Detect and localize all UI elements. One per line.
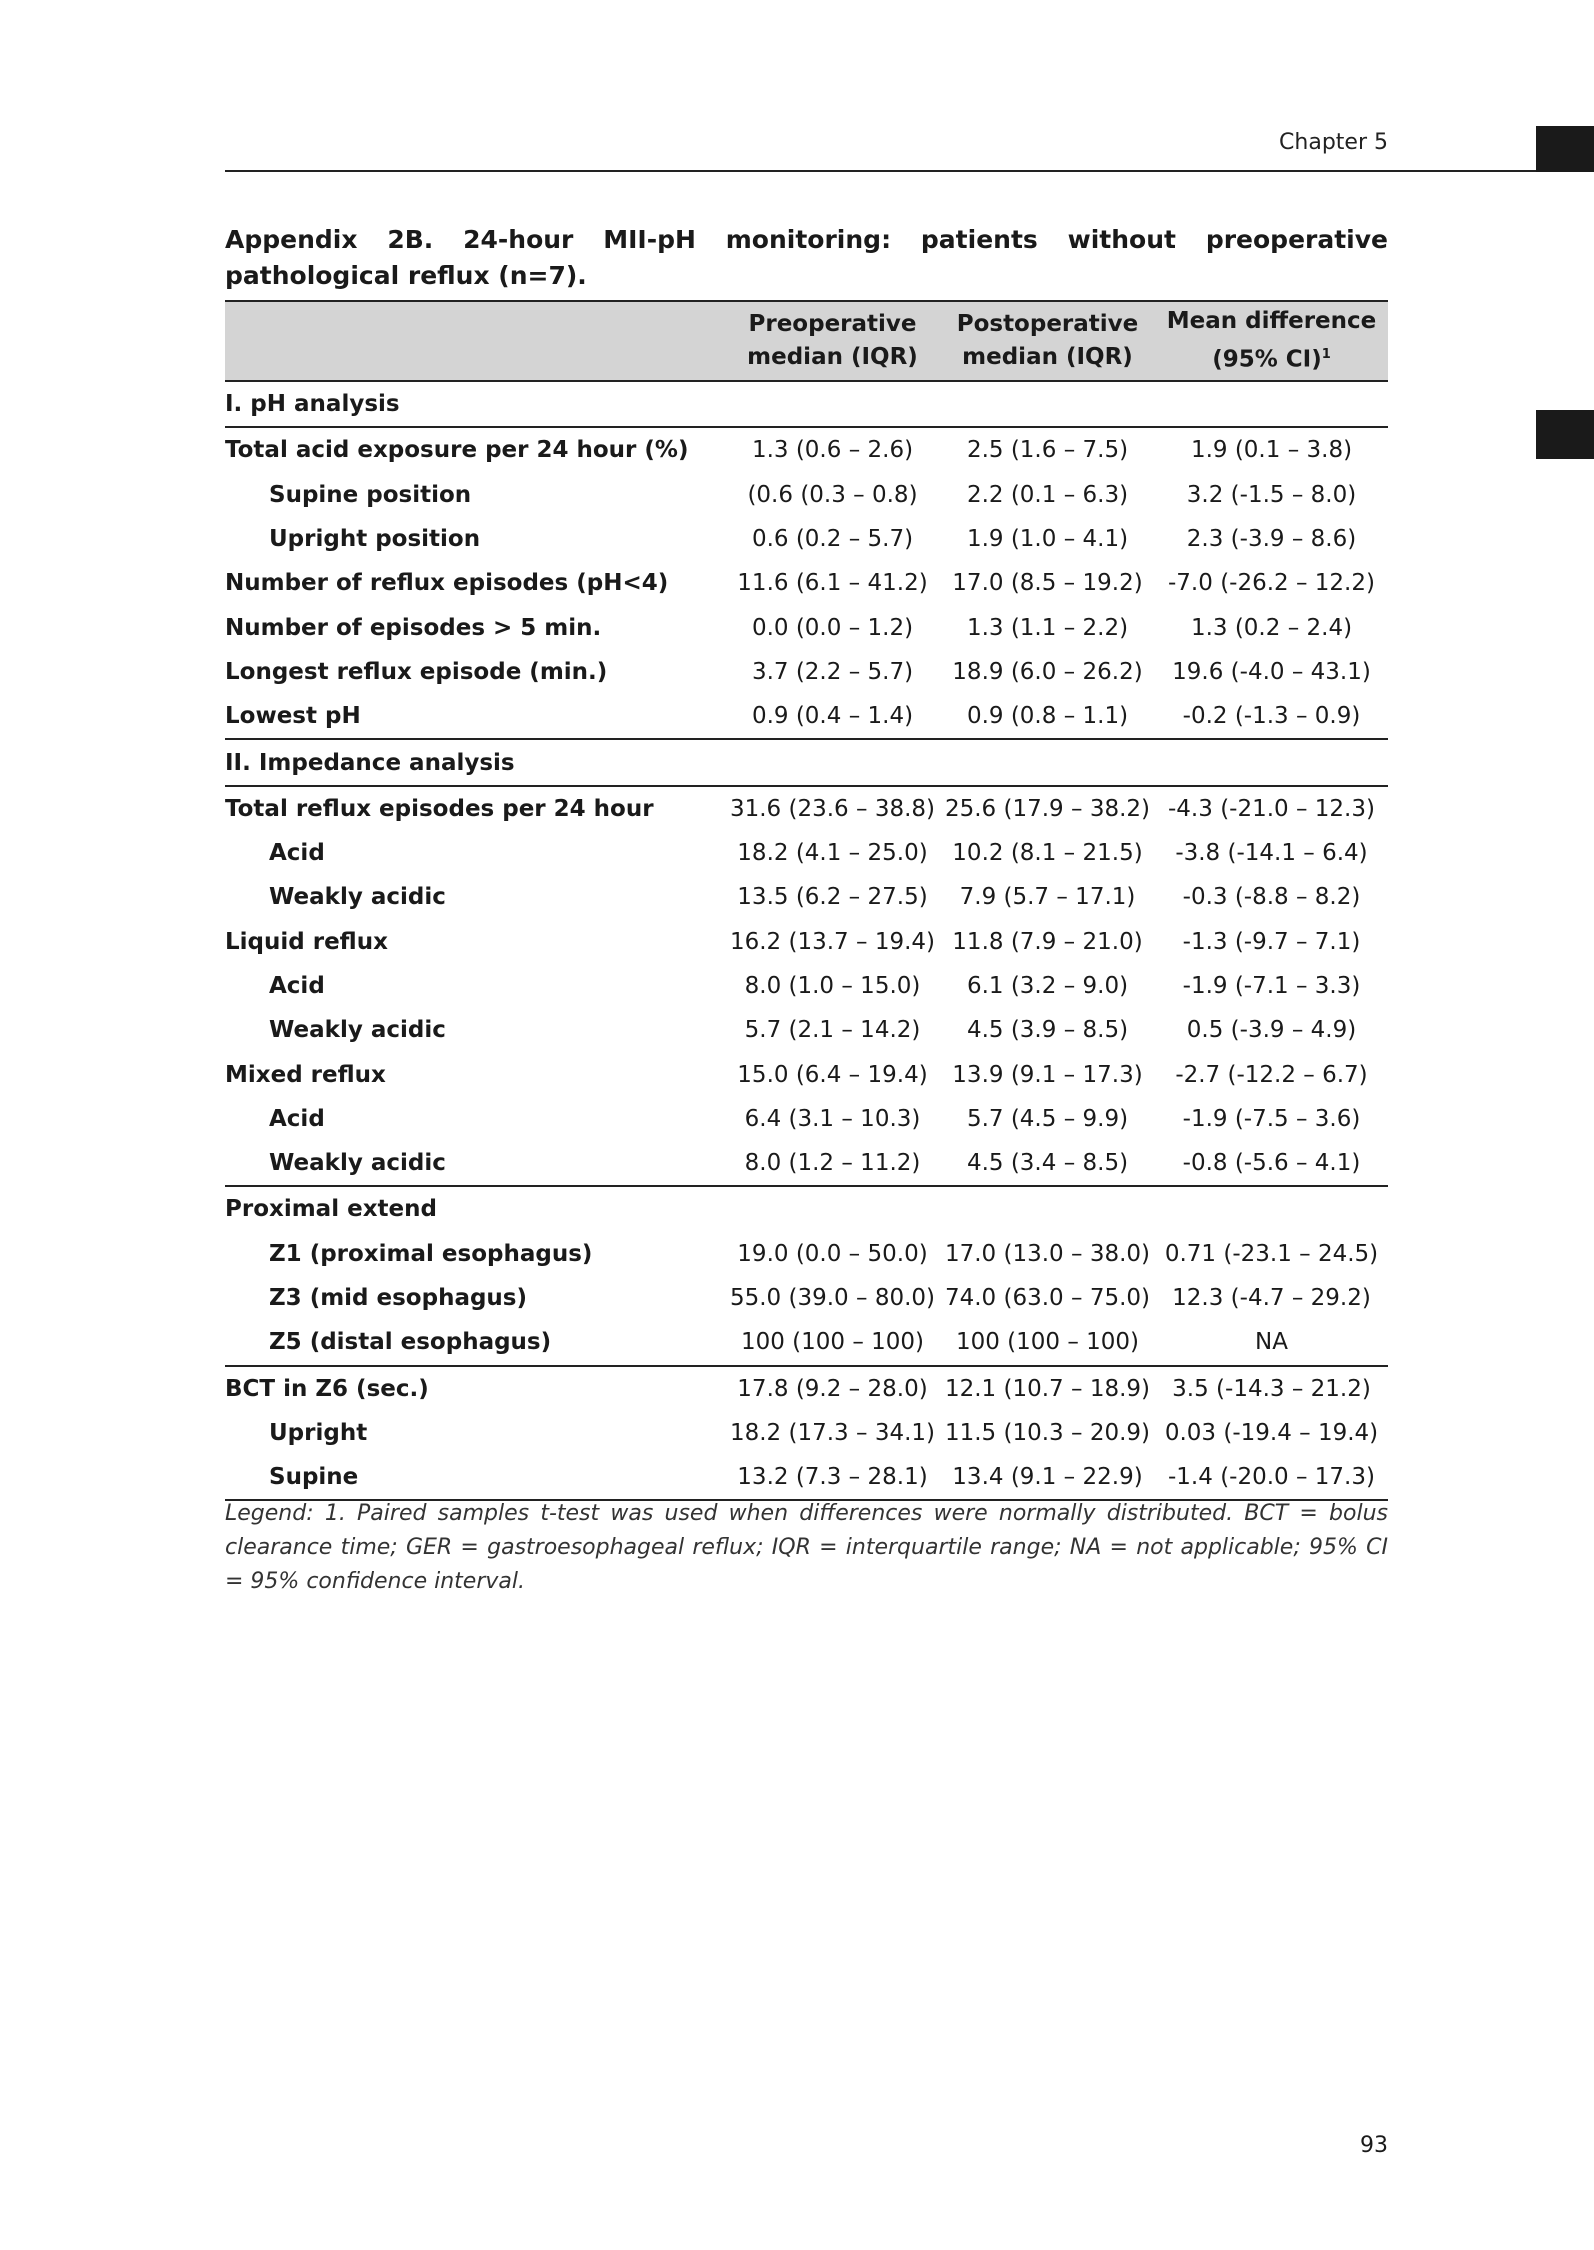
row-label: Liquid reflux	[225, 928, 388, 955]
postoperative-value: 13.9 (9.1 – 17.3)	[952, 1061, 1143, 1088]
mean-difference-value: 19.6 (-4.0 – 43.1)	[1172, 658, 1371, 685]
mean-difference-value	[1155, 1186, 1388, 1231]
table-row	[225, 920, 1388, 964]
mean-difference-value: 3.2 (-1.5 – 8.0)	[1186, 481, 1357, 508]
table-row	[225, 786, 1388, 831]
mean-difference-value: -1.3 (-9.7 – 7.1)	[1182, 928, 1361, 955]
preoperative-value: (0.6 (0.3 – 0.8)	[747, 481, 918, 508]
row-label: Upright position	[269, 526, 481, 553]
header-diff-line2: (95% CI)	[1212, 346, 1322, 373]
mean-difference-value: 0.03 (-19.4 – 19.4)	[1164, 1419, 1379, 1446]
mean-difference-value: -3.8 (-14.1 – 6.4)	[1175, 840, 1368, 867]
chapter-thumb-tab-secondary	[1536, 410, 1594, 459]
postoperative-value: 11.8 (7.9 – 21.0)	[952, 928, 1143, 955]
row-label: Number of episodes > 5 min.	[225, 614, 602, 641]
postoperative-value: 2.2 (0.1 – 6.3)	[966, 481, 1129, 508]
preoperative-value: 15.0 (6.4 – 19.4)	[737, 1061, 928, 1088]
preoperative-value: 8.0 (1.2 – 11.2)	[725, 1141, 940, 1186]
postoperative-value: 11.5 (10.3 – 20.9)	[944, 1419, 1150, 1446]
mean-difference-value: -0.3 (-8.8 – 8.2)	[1182, 884, 1361, 911]
section-heading: I. pH analysis	[225, 381, 1388, 427]
preoperative-value: 1.3 (0.6 – 2.6)	[751, 437, 914, 464]
table-section-row	[225, 381, 1388, 427]
mean-difference-value: -4.3 (-21.0 – 12.3)	[1168, 795, 1375, 822]
header-pre-line1: Preoperative	[748, 311, 917, 337]
mean-difference-value: 12.3 (-4.7 – 29.2)	[1172, 1285, 1371, 1312]
header-label-cell	[225, 301, 725, 381]
table-row	[225, 1097, 1388, 1141]
preoperative-value: 6.4 (3.1 – 10.3)	[744, 1105, 921, 1132]
table-row	[225, 1320, 1388, 1365]
postoperative-value: 5.7 (4.5 – 9.9)	[966, 1105, 1129, 1132]
row-label: Supine	[225, 1455, 725, 1500]
table-row	[225, 1232, 1388, 1276]
postoperative-value: 7.9 (5.7 – 17.1)	[959, 884, 1136, 911]
table-row	[225, 605, 1388, 649]
preoperative-value: 31.6 (23.6 – 38.8)	[729, 795, 935, 822]
table-row	[225, 694, 1388, 739]
preoperative-value	[725, 1186, 940, 1231]
table-body	[225, 381, 1388, 1500]
table-row	[225, 561, 1388, 605]
preoperative-value: 3.7 (2.2 – 5.7)	[751, 658, 914, 685]
page-number: 93	[1360, 2133, 1388, 2158]
data-table	[225, 300, 1388, 1501]
table-section-row	[225, 739, 1388, 785]
row-label: Weakly acidic	[269, 884, 446, 911]
row-label: Lowest pH	[225, 694, 725, 739]
row-label: Supine position	[269, 481, 472, 508]
postoperative-value: 17.0 (8.5 – 19.2)	[952, 570, 1143, 597]
row-label: Upright	[269, 1419, 368, 1446]
row-label: Acid	[269, 1105, 325, 1132]
footnote-marker: 1	[1321, 347, 1331, 363]
table-row	[225, 1366, 1388, 1411]
mean-difference-value: -0.2 (-1.3 – 0.9)	[1155, 694, 1388, 739]
header-pre-line2: median (IQR)	[747, 344, 918, 370]
preoperative-value: 0.0 (0.0 – 1.2)	[751, 614, 914, 641]
postoperative-value: 1.3 (1.1 – 2.2)	[966, 614, 1129, 641]
preoperative-value: 5.7 (2.1 – 14.2)	[744, 1017, 921, 1044]
row-label: Acid	[269, 840, 325, 867]
preoperative-value: 17.8 (9.2 – 28.0)	[737, 1375, 928, 1402]
mean-difference-value: 1.9 (0.1 – 3.8)	[1190, 437, 1353, 464]
mean-difference-value: -7.0 (-26.2 – 12.2)	[1168, 570, 1375, 597]
row-label: Longest reflux episode (min.)	[225, 658, 608, 685]
table-row	[225, 1052, 1388, 1096]
preoperative-value: 13.2 (7.3 – 28.1)	[725, 1455, 940, 1500]
postoperative-value	[940, 1186, 1155, 1231]
mean-difference-value: 0.71 (-23.1 – 24.5)	[1164, 1240, 1379, 1267]
preoperative-value: 8.0 (1.0 – 15.0)	[744, 973, 921, 999]
mean-difference-value: -1.9 (-7.1 – 3.3)	[1182, 973, 1361, 999]
row-label: Proximal extend	[225, 1196, 437, 1223]
table-row	[225, 1411, 1388, 1455]
mean-difference-value: -2.7 (-12.2 – 6.7)	[1175, 1061, 1368, 1088]
postoperative-value: 18.9 (6.0 – 26.2)	[952, 658, 1143, 685]
preoperative-value: 55.0 (39.0 – 80.0)	[729, 1285, 935, 1312]
preoperative-value: 18.2 (4.1 – 25.0)	[737, 840, 928, 867]
mean-difference-value: -1.4 (-20.0 – 17.3)	[1155, 1455, 1388, 1500]
postoperative-value: 4.5 (3.9 – 8.5)	[966, 1017, 1129, 1044]
table-header-row	[225, 301, 1388, 381]
header-postoperative	[940, 301, 1155, 381]
row-label: Total reflux episodes per 24 hour	[225, 795, 654, 822]
mean-difference-value: 3.5 (-14.3 – 21.2)	[1172, 1375, 1371, 1402]
preoperative-value: 18.2 (17.3 – 34.1)	[729, 1419, 935, 1446]
header-rule	[225, 170, 1594, 172]
row-label: Total acid exposure per 24 hour (%)	[225, 437, 689, 464]
table-row	[225, 1141, 1388, 1186]
header-mean-difference	[1155, 301, 1388, 381]
table-row	[225, 1186, 1388, 1231]
mean-difference-value: -1.9 (-7.5 – 3.6)	[1182, 1105, 1361, 1132]
row-label: Acid	[269, 973, 325, 999]
mean-difference-value: -0.8 (-5.6 – 4.1)	[1155, 1141, 1388, 1186]
preoperative-value: 11.6 (6.1 – 41.2)	[737, 570, 928, 597]
running-head: Chapter 5	[1279, 130, 1388, 155]
postoperative-value: 0.9 (0.8 – 1.1)	[940, 694, 1155, 739]
table-row	[225, 650, 1388, 694]
postoperative-value: 10.2 (8.1 – 21.5)	[952, 840, 1143, 867]
preoperative-value: 16.2 (13.7 – 19.4)	[729, 928, 935, 955]
table-row	[225, 517, 1388, 561]
preoperative-value: 100 (100 – 100)	[725, 1320, 940, 1365]
header-preoperative	[725, 301, 940, 381]
header-diff-line1: Mean difference	[1166, 308, 1377, 335]
table-row	[225, 473, 1388, 517]
table-row	[225, 831, 1388, 875]
postoperative-value: 4.5 (3.4 – 8.5)	[940, 1141, 1155, 1186]
row-label: Weakly acidic	[269, 1017, 446, 1044]
postoperative-value: 74.0 (63.0 – 75.0)	[944, 1285, 1150, 1312]
mean-difference-value: 2.3 (-3.9 – 8.6)	[1186, 526, 1357, 553]
table-row	[225, 1455, 1388, 1500]
row-label: Weakly acidic	[225, 1141, 725, 1186]
postoperative-value: 25.6 (17.9 – 38.2)	[944, 795, 1150, 822]
postoperative-value: 1.9 (1.0 – 4.1)	[966, 526, 1129, 553]
preoperative-value: 0.9 (0.4 – 1.4)	[725, 694, 940, 739]
table-row	[225, 1276, 1388, 1320]
preoperative-value: 19.0 (0.0 – 50.0)	[737, 1240, 928, 1267]
postoperative-value: 6.1 (3.2 – 9.0)	[966, 973, 1129, 999]
preoperative-value: 0.6 (0.2 – 5.7)	[751, 526, 914, 553]
mean-difference-value: NA	[1155, 1320, 1388, 1365]
header-post-line1: Postoperative	[956, 311, 1139, 337]
table-legend: Legend: 1. Paired samples t-test was used when differences were normally distributed. BCT = bolus clearance time; GER = gastroesophageal reflux; IQR = interquartile range; NA = not applicable; 95% CI = 95% confidence interval.	[225, 1501, 1388, 1594]
mean-difference-value: 0.5 (-3.9 – 4.9)	[1186, 1017, 1357, 1044]
row-label: Mixed reflux	[225, 1061, 386, 1088]
row-label: BCT in Z6 (sec.)	[225, 1375, 429, 1402]
row-label: Number of reflux episodes (pH<4)	[225, 570, 669, 597]
postoperative-value: 13.4 (9.1 – 22.9)	[940, 1455, 1155, 1500]
table-row	[225, 427, 1388, 472]
postoperative-value: 100 (100 – 100)	[940, 1320, 1155, 1365]
table-row	[225, 875, 1388, 919]
chapter-thumb-tab	[1536, 126, 1594, 172]
row-label: Z1 (proximal esophagus)	[269, 1240, 593, 1267]
table-row	[225, 964, 1388, 1008]
postoperative-value: 12.1 (10.7 – 18.9)	[944, 1375, 1150, 1402]
table-caption: Appendix 2B. 24-hour MII-pH monitoring: patients without preoperative pathological reflux (n=7).	[225, 225, 1388, 290]
table-row	[225, 1008, 1388, 1052]
row-label: Z3 (mid esophagus)	[269, 1285, 528, 1312]
row-label: Z5 (distal esophagus)	[225, 1320, 725, 1365]
section-heading: II. Impedance analysis	[225, 739, 1388, 785]
preoperative-value: 13.5 (6.2 – 27.5)	[737, 884, 928, 911]
mean-difference-value: 1.3 (0.2 – 2.4)	[1190, 614, 1353, 641]
postoperative-value: 17.0 (13.0 – 38.0)	[944, 1240, 1150, 1267]
postoperative-value: 2.5 (1.6 – 7.5)	[966, 437, 1129, 464]
header-post-line2: median (IQR)	[962, 344, 1133, 370]
